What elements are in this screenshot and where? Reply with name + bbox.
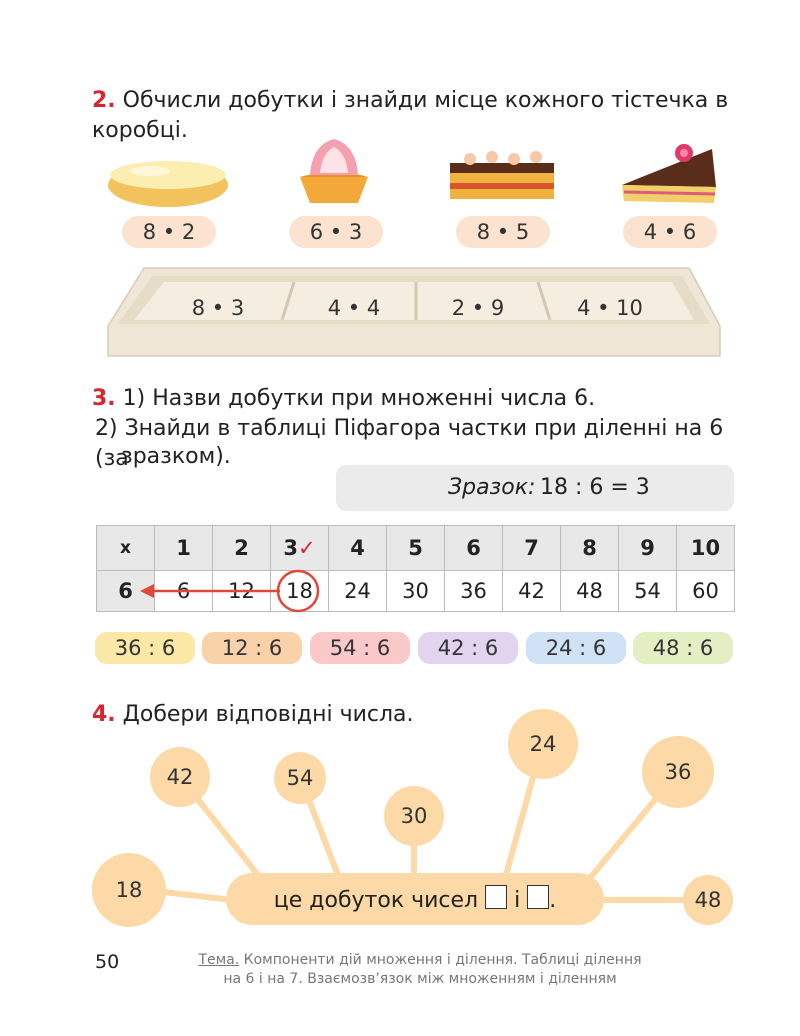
cakes-illustrations — [100, 135, 740, 215]
header-cell: 1 — [155, 526, 213, 571]
row-cell: 36 — [445, 571, 503, 612]
page-number: 50 — [95, 951, 120, 973]
task2-number: 2. — [92, 88, 116, 113]
task3-text2: 2) Знайди в таблиці Піфагора частки при діленні на 6 (за — [95, 416, 724, 471]
row-cell: 24 — [329, 571, 387, 612]
number-circle-54: 54 — [274, 752, 326, 804]
number-circle-42: 42 — [150, 747, 210, 807]
task4-text: Добери відповідні числа. — [122, 702, 414, 727]
row-cell: 6 — [155, 571, 213, 612]
table-header-row — [97, 526, 735, 571]
tray-cell-1: 8 • 3 — [191, 296, 245, 320]
footer-line1: Компоненти дій множення і ділення. Таблиці ділення — [243, 952, 642, 968]
division-6: 48 : 6 — [633, 632, 733, 664]
row-cell: 54 — [619, 571, 677, 612]
table-corner: x — [97, 526, 155, 571]
row-cell-highlighted: 18 — [271, 571, 329, 612]
task4-number: 4. — [92, 702, 116, 727]
phrase-end: . — [549, 888, 557, 913]
task3-text1: 1) Назви добутки при множенні числа 6. — [122, 386, 596, 411]
sample-arrow — [130, 566, 330, 616]
answer-box-1[interactable] — [485, 885, 507, 909]
header-cell: 8 — [561, 526, 619, 571]
tray-cell-4: 4 • 10 — [577, 296, 643, 320]
header-cell: 5 — [387, 526, 445, 571]
cake-expr-1: 8 • 2 — [122, 216, 216, 248]
sample-value: 18 : 6 = 3 — [540, 475, 650, 500]
division-1: 36 : 6 — [95, 632, 195, 664]
row-cell: 48 — [561, 571, 619, 612]
header-cell: 9 — [619, 526, 677, 571]
task2-text: Обчисли добутки і знайди місце кожного тістечка в коробці. — [92, 88, 729, 143]
header-cell: 7 — [503, 526, 561, 571]
header-cell: 6 — [445, 526, 503, 571]
product-phrase — [226, 873, 604, 925]
sample-box — [336, 465, 734, 511]
layer-cake-icon — [450, 151, 554, 199]
header-cell: 10 — [677, 526, 735, 571]
footer-tema-label: Тема. — [198, 952, 240, 968]
footer-line2: на 6 і на 7. Взаємозв’язок між множенням і діленням — [223, 971, 617, 987]
task3-line1 — [92, 384, 595, 414]
footer-topic — [190, 951, 650, 989]
cake-expr-4: 4 • 6 — [623, 216, 717, 248]
division-3: 54 : 6 — [310, 632, 410, 664]
number-circle-18: 18 — [92, 853, 166, 927]
task3-text3: зразком). — [121, 444, 231, 469]
tray-cell-2: 4 • 4 — [327, 296, 381, 320]
cake-expr-2: 6 • 3 — [289, 216, 383, 248]
row-cell: 12 — [213, 571, 271, 612]
division-4: 42 : 6 — [418, 632, 518, 664]
arrow-head-icon — [140, 584, 154, 598]
task3-number: 3. — [92, 386, 116, 411]
number-circle-30: 30 — [384, 786, 444, 846]
highlight-circle — [278, 571, 318, 611]
row-cell: 30 — [387, 571, 445, 612]
meringue-tart-icon — [300, 139, 368, 203]
division-2: 12 : 6 — [202, 632, 302, 664]
row-cell: 60 — [677, 571, 735, 612]
number-circle-36: 36 — [642, 736, 714, 808]
header-cell-3-value: 3 — [283, 536, 298, 560]
row-label: 6 — [97, 571, 155, 612]
number-circle-24: 24 — [508, 709, 578, 779]
check-mark-icon: ✓ — [298, 536, 316, 560]
phrase-text: це добуток чисел — [273, 888, 479, 913]
header-cell: 4 — [329, 526, 387, 571]
sample-label: Зразок: — [448, 475, 536, 500]
cake-slice-icon — [622, 144, 716, 203]
header-cell: 2 — [213, 526, 271, 571]
answer-box-2[interactable] — [527, 885, 549, 909]
header-cell-3 — [271, 526, 329, 571]
eclair-icon — [108, 161, 228, 207]
row-cell: 42 — [503, 571, 561, 612]
tray-cell-3: 2 • 9 — [451, 296, 505, 320]
number-circle-48: 48 — [683, 875, 733, 925]
cake-expr-3: 8 • 5 — [456, 216, 550, 248]
phrase-and: і — [514, 888, 521, 913]
division-5: 24 : 6 — [526, 632, 626, 664]
